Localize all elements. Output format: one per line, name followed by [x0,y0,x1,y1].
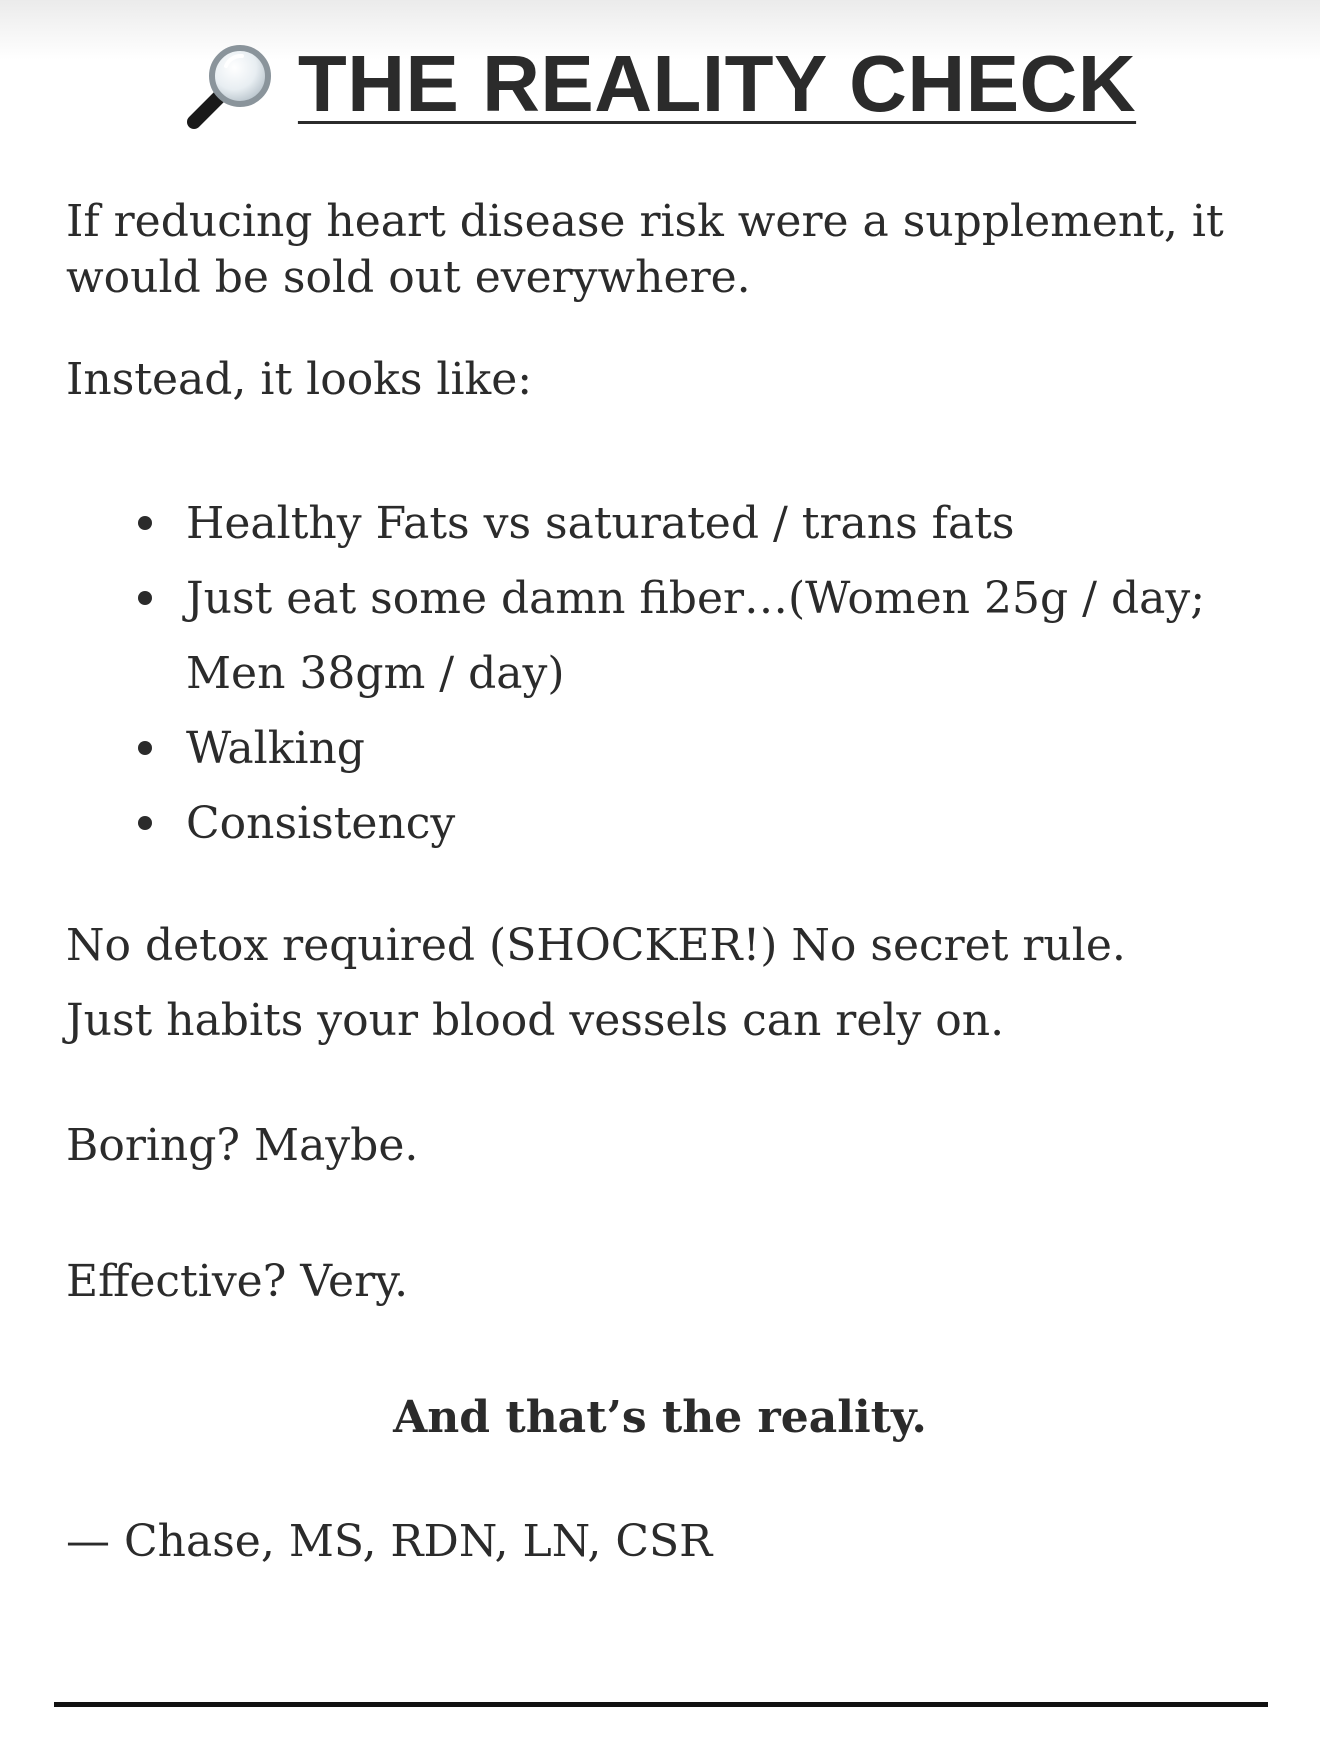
list-item [66,486,1266,561]
no-detox-line: No detox required (SHOCKER!) No secret rule. [66,920,1126,971]
list-item [66,561,1266,711]
list-item-text: Consistency [186,798,456,849]
lead-in-text: Instead, it looks like: [66,354,533,405]
effective-line: Effective? Very. [66,1256,409,1307]
list-item [66,786,1266,861]
list-item-text: Healthy Fats vs saturated / trans fats [186,498,1015,549]
bullet-dot [138,516,152,530]
list-item [66,711,1266,786]
intro-paragraph: If reducing heart disease risk were a supplement, it would be sold out everywhere. [66,196,1224,303]
title-row [0,36,1320,136]
signature: — Chase, MS, RDN, LN, CSR [66,1516,713,1567]
closing-statement: And that’s the reality. [393,1392,927,1443]
page-title: THE REALITY CHECK [297,39,1137,128]
habits-line: Just habits your blood vessels can rely on. [66,995,1005,1046]
bullet-dot [138,591,152,605]
title-link[interactable] [184,36,1136,132]
no-detox-paragraph [66,908,1266,1058]
list-item-text: Walking [186,723,365,774]
bullet-dot [138,741,152,755]
bullet-dot [138,816,152,830]
list-item-text: Just eat some damn fiber…(Women 25g / day; Men 38gm / day) [186,573,1206,699]
habits-list [66,486,1266,861]
divider [54,1702,1268,1707]
magnifying-glass-icon [184,36,280,132]
boring-line: Boring? Maybe. [66,1120,419,1171]
